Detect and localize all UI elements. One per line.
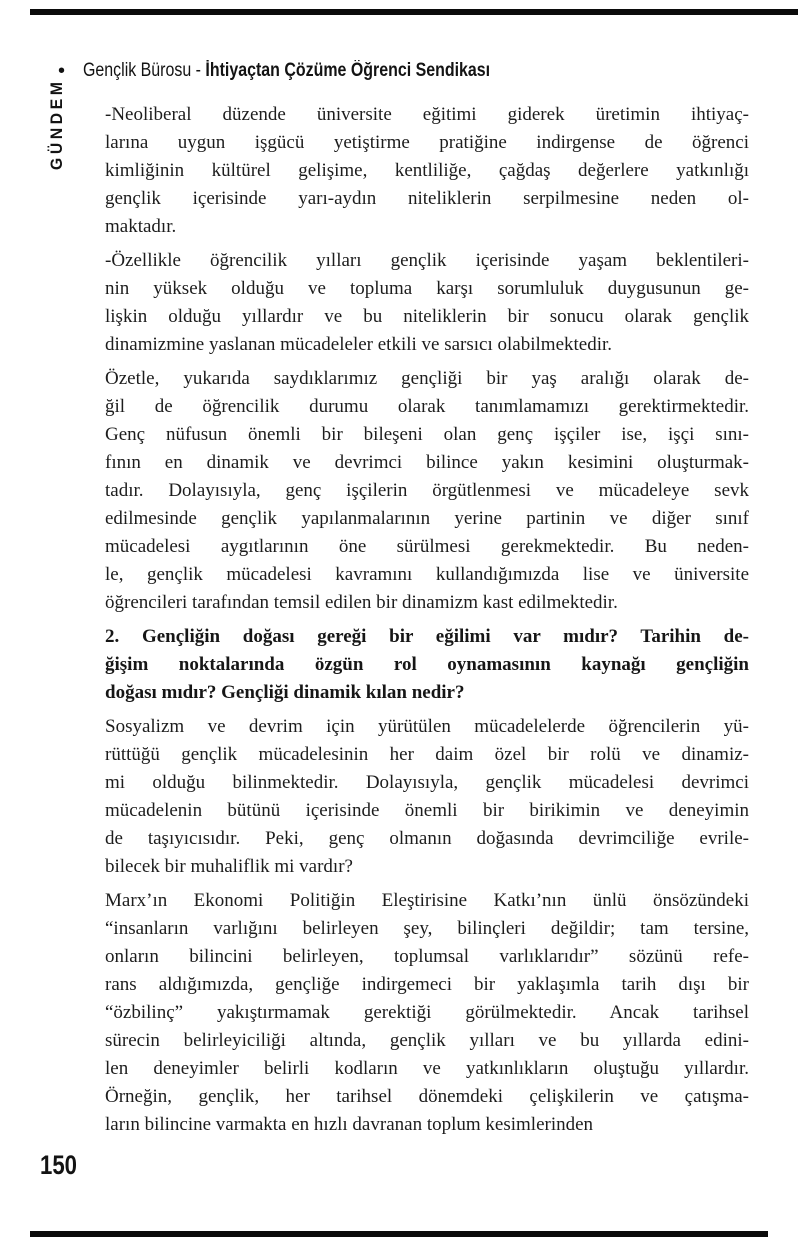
header-prefix: Gençlik Bürosu - — [83, 60, 206, 81]
text-line: larına uygun işgücü yetiştirme pratiğine indirgense de öğrenci — [105, 132, 749, 153]
text-line: Sosyalizm ve devrim için yürütülen mücadelelerde öğrencilerin yü- — [105, 716, 749, 737]
text-line: gençlik içerisinde yarı-aydın niteliklerin serpilmesine neden ol- — [105, 188, 749, 209]
text-line: öğrencileri tarafından temsil edilen bir dinamizm kast edilmektedir. — [105, 592, 618, 613]
text-line: -Özellikle öğrencilik yılları gençlik içerisinde yaşam beklentileri- — [105, 250, 749, 271]
text-line: Özetle, yukarıda saydıklarımız gençliği bir yaş aralığı olarak de- — [105, 368, 749, 389]
text-line: nin yüksek olduğu ve topluma karşı sorumluluk duygusunun ge- — [105, 278, 749, 299]
body-text-block — [105, 101, 749, 1145]
text-line: Marx’ın Ekonomi Politiğin Eleştirisine Katkı’nın ünlü önsözündeki — [105, 890, 749, 911]
text-line: onların bilincini belirleyen, toplumsal varlıklarıdır” sözünü refe- — [105, 946, 749, 967]
paragraph — [105, 247, 749, 359]
text-line: lişkin olduğu yıllardır ve bu niteliklerin bir sonucu olarak gençlik — [105, 306, 749, 327]
text-line: “insanların varlığını belirleyen şey, bilinçleri değildir; tam tersine, — [105, 918, 749, 939]
text-line: ğişim noktalarında özgün rol oynamasının kaynağı gençliğin — [105, 654, 749, 675]
text-line: 2. Gençliğin doğası gereği bir eğilimi var mıdır? Tarihin de- — [105, 626, 749, 647]
page-number: 150 — [40, 1150, 77, 1180]
text-line: rüttüğü gençlik mücadelesinin her daim özel bir rolü ve dinamiz- — [105, 744, 749, 765]
text-line: de taşıyıcısıdır. Peki, genç olmanın doğasında devrimciliğe evrile- — [105, 828, 749, 849]
scan-edge-bar-top — [30, 9, 798, 15]
text-line: mücadelesi aygıtlarının öne sürülmesi gerekmektedir. Bu neden- — [105, 536, 749, 557]
text-line: maktadır. — [105, 216, 177, 237]
section-label-vertical: GÜNDEM — [47, 78, 66, 170]
text-line: doğası mıdır? Gençliği dinamik kılan nedir? — [105, 682, 465, 703]
text-line: ğil de öğrencilik durumu olarak tanımlamamızı gerektirmektedir. — [105, 396, 749, 417]
running-header-text — [83, 60, 490, 82]
paragraph — [105, 365, 749, 617]
text-line: -Neoliberal düzende üniversite eğitimi giderek üretimin ihtiyaç- — [105, 104, 749, 125]
text-line: rans aldığımızda, gençliğe indirgemeci bir yaklaşımla tarih dışı bir — [105, 974, 749, 995]
text-line: dinamizmine yaslanan mücadeleler etkili ve sarsıcı olabilmektedir. — [105, 334, 613, 355]
text-line: mücadelenin bütünü içerisinde önemli bir birikimin ve deneyimin — [105, 800, 749, 821]
paragraph — [105, 101, 749, 241]
text-line: fının en dinamik ve devrimci bilince yakın kesimini oluşturmak- — [105, 452, 749, 473]
scan-edge-bar-bottom — [30, 1231, 768, 1237]
text-line: len deneyimler belirli kodların ve yatkınlıkların oluştuğu yıllardır. — [105, 1058, 749, 1079]
text-line: tadır. Dolayısıyla, genç işçilerin örgütlenmesi ve mücadeleye sevk — [105, 480, 749, 501]
text-line: sürecin belirleyiciliği altında, gençlik yılları ve bu yıllarda edini- — [105, 1030, 749, 1051]
text-line: kimliğinin kültürel gelişime, kentliliğe, çağdaş değerlere yatkınlığı — [105, 160, 749, 181]
paragraph — [105, 887, 749, 1139]
header-title: İhtiyaçtan Çözüme Öğrenci Sendikası — [205, 60, 491, 81]
text-line: Örneğin, gençlik, her tarihsel dönemdeki çelişkilerin ve çatışma- — [105, 1086, 749, 1107]
text-line: bilecek bir muhaliflik mi vardır? — [105, 856, 353, 877]
text-line: ların bilincine varmakta en hızlı davranan toplum kesimlerinden — [105, 1114, 594, 1135]
running-header — [58, 58, 568, 84]
paragraph — [105, 713, 749, 881]
text-line: le, gençlik mücadelesi kavramını kullandığımızda lise ve üniversite — [105, 564, 749, 585]
question-heading-paragraph — [105, 623, 749, 707]
text-line: edilmesinde gençlik yapılanmalarının yerine partinin ve diğer sınıf — [105, 508, 749, 529]
text-line: mi olduğu bilinmektedir. Dolayısıyla, gençlik mücadelesi devrimci — [105, 772, 749, 793]
text-line: “özbilinç” yakıştırmamak gerektiği görülmektedir. Ancak tarihsel — [105, 1002, 749, 1023]
bullet-icon: • — [58, 60, 66, 82]
text-line: Genç nüfusun önemli bir bileşeni olan genç işçiler ise, işçi sını- — [105, 424, 749, 445]
